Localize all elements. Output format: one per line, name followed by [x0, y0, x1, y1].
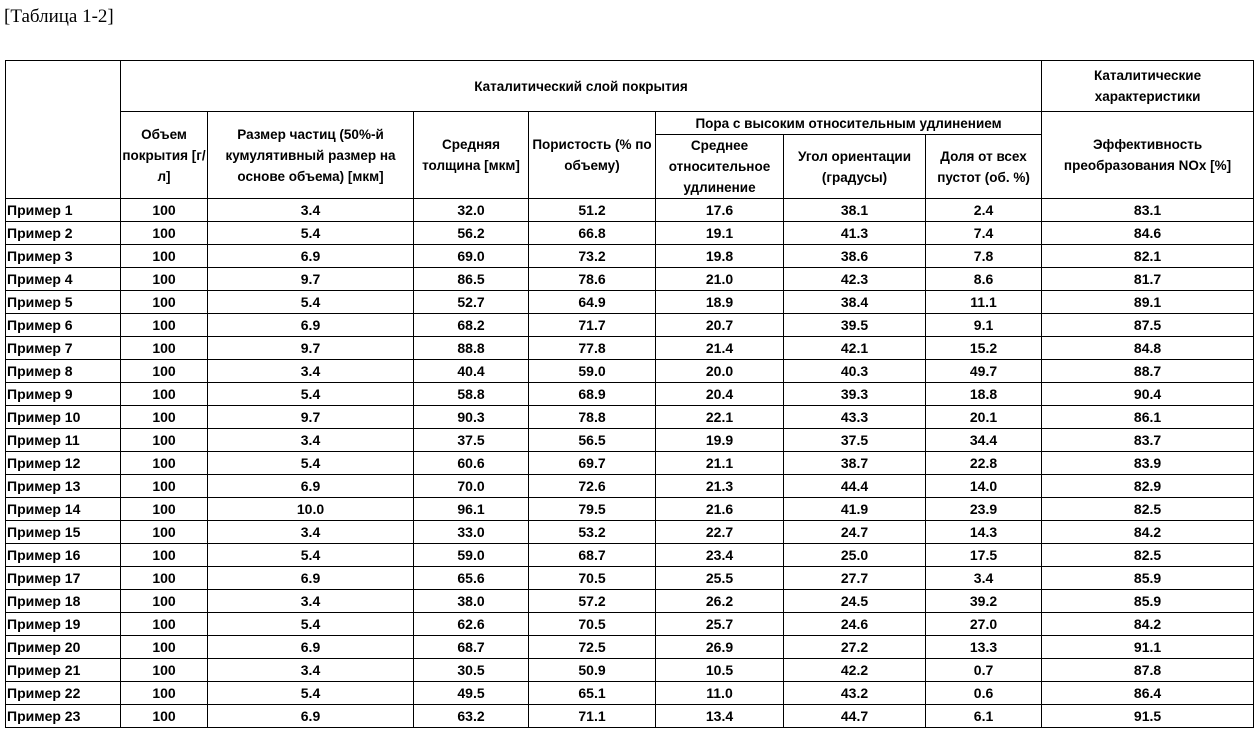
cell-avg-aspect-ratio: 13.4	[656, 705, 784, 728]
cell-particle-size: 10.0	[208, 498, 414, 521]
cell-porosity: 73.2	[529, 245, 656, 268]
header-avg-aspect-ratio: Среднее относительное удлинение	[656, 135, 784, 199]
cell-particle-size: 5.4	[208, 682, 414, 705]
header-void-fraction: Доля от всех пустот (об. %)	[926, 135, 1042, 199]
cell-orientation-angle: 42.1	[784, 337, 926, 360]
cell-coating-volume: 100	[121, 383, 208, 406]
cell-nox-efficiency: 91.1	[1042, 636, 1254, 659]
data-table	[5, 60, 1254, 728]
table-row	[6, 475, 1254, 498]
cell-particle-size: 6.9	[208, 245, 414, 268]
cell-orientation-angle: 38.6	[784, 245, 926, 268]
cell-avg-thickness: 65.6	[414, 567, 529, 590]
table-row	[6, 636, 1254, 659]
cell-nox-efficiency: 84.2	[1042, 613, 1254, 636]
cell-void-fraction: 14.3	[926, 521, 1042, 544]
cell-void-fraction: 0.7	[926, 659, 1042, 682]
cell-avg-aspect-ratio: 22.7	[656, 521, 784, 544]
cell-orientation-angle: 38.7	[784, 452, 926, 475]
table-row	[6, 590, 1254, 613]
cell-nox-efficiency: 84.8	[1042, 337, 1254, 360]
cell-coating-volume: 100	[121, 567, 208, 590]
cell-porosity: 70.5	[529, 567, 656, 590]
cell-void-fraction: 3.4	[926, 567, 1042, 590]
table-row	[6, 659, 1254, 682]
table-row	[6, 498, 1254, 521]
table-row	[6, 705, 1254, 728]
cell-nox-efficiency: 90.4	[1042, 383, 1254, 406]
cell-avg-aspect-ratio: 20.4	[656, 383, 784, 406]
cell-coating-volume: 100	[121, 705, 208, 728]
cell-porosity: 68.9	[529, 383, 656, 406]
cell-orientation-angle: 24.6	[784, 613, 926, 636]
cell-example-label: Пример 4	[6, 268, 121, 291]
cell-nox-efficiency: 84.6	[1042, 222, 1254, 245]
cell-porosity: 78.8	[529, 406, 656, 429]
cell-avg-thickness: 62.6	[414, 613, 529, 636]
cell-example-label: Пример 2	[6, 222, 121, 245]
cell-coating-volume: 100	[121, 475, 208, 498]
cell-avg-thickness: 86.5	[414, 268, 529, 291]
cell-coating-volume: 100	[121, 360, 208, 383]
cell-nox-efficiency: 89.1	[1042, 291, 1254, 314]
cell-orientation-angle: 39.5	[784, 314, 926, 337]
cell-void-fraction: 2.4	[926, 199, 1042, 222]
cell-example-label: Пример 13	[6, 475, 121, 498]
cell-nox-efficiency: 87.8	[1042, 659, 1254, 682]
cell-avg-aspect-ratio: 20.7	[656, 314, 784, 337]
cell-void-fraction: 22.8	[926, 452, 1042, 475]
cell-particle-size: 5.4	[208, 613, 414, 636]
cell-particle-size: 9.7	[208, 406, 414, 429]
cell-porosity: 72.5	[529, 636, 656, 659]
cell-avg-thickness: 32.0	[414, 199, 529, 222]
table-row	[6, 613, 1254, 636]
cell-particle-size: 3.4	[208, 429, 414, 452]
cell-avg-thickness: 49.5	[414, 682, 529, 705]
cell-avg-aspect-ratio: 11.0	[656, 682, 784, 705]
cell-coating-volume: 100	[121, 199, 208, 222]
table-row	[6, 360, 1254, 383]
cell-void-fraction: 15.2	[926, 337, 1042, 360]
cell-example-label: Пример 11	[6, 429, 121, 452]
cell-particle-size: 3.4	[208, 659, 414, 682]
cell-avg-thickness: 68.2	[414, 314, 529, 337]
cell-nox-efficiency: 82.5	[1042, 544, 1254, 567]
cell-coating-volume: 100	[121, 268, 208, 291]
cell-porosity: 57.2	[529, 590, 656, 613]
cell-example-label: Пример 10	[6, 406, 121, 429]
cell-avg-thickness: 33.0	[414, 521, 529, 544]
cell-orientation-angle: 44.7	[784, 705, 926, 728]
cell-avg-thickness: 70.0	[414, 475, 529, 498]
cell-orientation-angle: 37.5	[784, 429, 926, 452]
cell-orientation-angle: 42.3	[784, 268, 926, 291]
cell-example-label: Пример 5	[6, 291, 121, 314]
table-row	[6, 245, 1254, 268]
cell-orientation-angle: 38.4	[784, 291, 926, 314]
table-row	[6, 682, 1254, 705]
cell-void-fraction: 34.4	[926, 429, 1042, 452]
cell-coating-volume: 100	[121, 498, 208, 521]
cell-coating-volume: 100	[121, 659, 208, 682]
cell-avg-thickness: 56.2	[414, 222, 529, 245]
cell-nox-efficiency: 91.5	[1042, 705, 1254, 728]
cell-example-label: Пример 12	[6, 452, 121, 475]
cell-porosity: 59.0	[529, 360, 656, 383]
cell-porosity: 64.9	[529, 291, 656, 314]
cell-avg-thickness: 96.1	[414, 498, 529, 521]
header-particle-size: Размер частиц (50%-й кумулятивный размер на основе объема) [мкм]	[208, 112, 414, 199]
header-group-coating-layer: Каталитический слой покрытия	[121, 61, 1042, 112]
cell-nox-efficiency: 82.5	[1042, 498, 1254, 521]
cell-porosity: 68.7	[529, 544, 656, 567]
cell-porosity: 53.2	[529, 521, 656, 544]
cell-example-label: Пример 15	[6, 521, 121, 544]
cell-void-fraction: 6.1	[926, 705, 1042, 728]
corner-cell	[6, 61, 121, 199]
cell-avg-thickness: 38.0	[414, 590, 529, 613]
cell-avg-thickness: 90.3	[414, 406, 529, 429]
cell-porosity: 71.7	[529, 314, 656, 337]
cell-nox-efficiency: 88.7	[1042, 360, 1254, 383]
cell-avg-aspect-ratio: 25.5	[656, 567, 784, 590]
cell-void-fraction: 27.0	[926, 613, 1042, 636]
cell-particle-size: 3.4	[208, 521, 414, 544]
cell-orientation-angle: 42.2	[784, 659, 926, 682]
cell-coating-volume: 100	[121, 521, 208, 544]
cell-particle-size: 5.4	[208, 383, 414, 406]
cell-nox-efficiency: 87.5	[1042, 314, 1254, 337]
cell-example-label: Пример 18	[6, 590, 121, 613]
cell-avg-aspect-ratio: 26.9	[656, 636, 784, 659]
table-row	[6, 314, 1254, 337]
cell-porosity: 69.7	[529, 452, 656, 475]
header-nox-efficiency: Эффективность преобразования NOx [%]	[1042, 112, 1254, 199]
cell-coating-volume: 100	[121, 429, 208, 452]
table-row	[6, 544, 1254, 567]
cell-particle-size: 6.9	[208, 567, 414, 590]
table-row	[6, 383, 1254, 406]
cell-orientation-angle: 24.7	[784, 521, 926, 544]
cell-avg-aspect-ratio: 20.0	[656, 360, 784, 383]
cell-avg-aspect-ratio: 21.4	[656, 337, 784, 360]
cell-example-label: Пример 16	[6, 544, 121, 567]
header-group-performance: Каталитические характеристики	[1042, 61, 1254, 112]
cell-orientation-angle: 25.0	[784, 544, 926, 567]
cell-particle-size: 6.9	[208, 314, 414, 337]
cell-avg-aspect-ratio: 21.1	[656, 452, 784, 475]
cell-avg-aspect-ratio: 21.0	[656, 268, 784, 291]
cell-porosity: 56.5	[529, 429, 656, 452]
cell-orientation-angle: 24.5	[784, 590, 926, 613]
cell-coating-volume: 100	[121, 337, 208, 360]
cell-avg-aspect-ratio: 17.6	[656, 199, 784, 222]
cell-avg-thickness: 52.7	[414, 291, 529, 314]
cell-orientation-angle: 43.2	[784, 682, 926, 705]
header-pore-group: Пора с высоким относительным удлинением	[656, 112, 1042, 135]
cell-void-fraction: 8.6	[926, 268, 1042, 291]
cell-coating-volume: 100	[121, 291, 208, 314]
cell-coating-volume: 100	[121, 590, 208, 613]
table-row	[6, 452, 1254, 475]
cell-avg-aspect-ratio: 25.7	[656, 613, 784, 636]
cell-avg-thickness: 40.4	[414, 360, 529, 383]
cell-orientation-angle: 27.7	[784, 567, 926, 590]
cell-avg-thickness: 60.6	[414, 452, 529, 475]
cell-avg-thickness: 68.7	[414, 636, 529, 659]
cell-porosity: 65.1	[529, 682, 656, 705]
cell-example-label: Пример 21	[6, 659, 121, 682]
cell-particle-size: 3.4	[208, 360, 414, 383]
table-row	[6, 222, 1254, 245]
cell-porosity: 50.9	[529, 659, 656, 682]
table-row	[6, 337, 1254, 360]
cell-porosity: 66.8	[529, 222, 656, 245]
cell-avg-aspect-ratio: 19.8	[656, 245, 784, 268]
cell-avg-aspect-ratio: 21.6	[656, 498, 784, 521]
cell-coating-volume: 100	[121, 682, 208, 705]
cell-avg-thickness: 88.8	[414, 337, 529, 360]
cell-orientation-angle: 41.9	[784, 498, 926, 521]
cell-avg-aspect-ratio: 21.3	[656, 475, 784, 498]
cell-example-label: Пример 9	[6, 383, 121, 406]
cell-void-fraction: 9.1	[926, 314, 1042, 337]
cell-particle-size: 6.9	[208, 705, 414, 728]
cell-void-fraction: 49.7	[926, 360, 1042, 383]
cell-porosity: 78.6	[529, 268, 656, 291]
table-caption: [Таблица 1-2]	[4, 6, 114, 28]
cell-porosity: 71.1	[529, 705, 656, 728]
cell-porosity: 51.2	[529, 199, 656, 222]
cell-coating-volume: 100	[121, 245, 208, 268]
cell-orientation-angle: 44.4	[784, 475, 926, 498]
cell-orientation-angle: 43.3	[784, 406, 926, 429]
cell-avg-aspect-ratio: 26.2	[656, 590, 784, 613]
cell-void-fraction: 23.9	[926, 498, 1042, 521]
cell-porosity: 70.5	[529, 613, 656, 636]
cell-orientation-angle: 39.3	[784, 383, 926, 406]
cell-nox-efficiency: 82.1	[1042, 245, 1254, 268]
cell-avg-aspect-ratio: 23.4	[656, 544, 784, 567]
header-orientation-angle: Угол ориентации (градусы)	[784, 135, 926, 199]
cell-avg-aspect-ratio: 10.5	[656, 659, 784, 682]
cell-void-fraction: 18.8	[926, 383, 1042, 406]
table-row	[6, 406, 1254, 429]
cell-void-fraction: 13.3	[926, 636, 1042, 659]
cell-nox-efficiency: 83.1	[1042, 199, 1254, 222]
cell-example-label: Пример 3	[6, 245, 121, 268]
cell-nox-efficiency: 85.9	[1042, 590, 1254, 613]
cell-nox-efficiency: 85.9	[1042, 567, 1254, 590]
cell-particle-size: 5.4	[208, 291, 414, 314]
cell-avg-thickness: 37.5	[414, 429, 529, 452]
cell-avg-aspect-ratio: 18.9	[656, 291, 784, 314]
cell-avg-aspect-ratio: 19.1	[656, 222, 784, 245]
table-row	[6, 199, 1254, 222]
table-row	[6, 521, 1254, 544]
cell-particle-size: 3.4	[208, 590, 414, 613]
cell-coating-volume: 100	[121, 613, 208, 636]
cell-example-label: Пример 1	[6, 199, 121, 222]
cell-orientation-angle: 41.3	[784, 222, 926, 245]
cell-orientation-angle: 40.3	[784, 360, 926, 383]
cell-example-label: Пример 17	[6, 567, 121, 590]
cell-particle-size: 9.7	[208, 268, 414, 291]
table-row	[6, 291, 1254, 314]
cell-avg-thickness: 58.8	[414, 383, 529, 406]
cell-void-fraction: 0.6	[926, 682, 1042, 705]
header-porosity: Пористость (% по объему)	[529, 112, 656, 199]
table-row	[6, 429, 1254, 452]
cell-example-label: Пример 14	[6, 498, 121, 521]
cell-particle-size: 3.4	[208, 199, 414, 222]
cell-nox-efficiency: 83.9	[1042, 452, 1254, 475]
cell-avg-thickness: 69.0	[414, 245, 529, 268]
cell-avg-thickness: 63.2	[414, 705, 529, 728]
cell-orientation-angle: 27.2	[784, 636, 926, 659]
cell-porosity: 72.6	[529, 475, 656, 498]
cell-coating-volume: 100	[121, 544, 208, 567]
cell-particle-size: 6.9	[208, 636, 414, 659]
cell-nox-efficiency: 82.9	[1042, 475, 1254, 498]
cell-void-fraction: 14.0	[926, 475, 1042, 498]
cell-porosity: 79.5	[529, 498, 656, 521]
cell-nox-efficiency: 86.4	[1042, 682, 1254, 705]
cell-nox-efficiency: 84.2	[1042, 521, 1254, 544]
cell-particle-size: 5.4	[208, 222, 414, 245]
cell-particle-size: 6.9	[208, 475, 414, 498]
cell-nox-efficiency: 83.7	[1042, 429, 1254, 452]
cell-void-fraction: 11.1	[926, 291, 1042, 314]
cell-coating-volume: 100	[121, 636, 208, 659]
cell-avg-aspect-ratio: 19.9	[656, 429, 784, 452]
cell-example-label: Пример 22	[6, 682, 121, 705]
cell-coating-volume: 100	[121, 452, 208, 475]
cell-nox-efficiency: 86.1	[1042, 406, 1254, 429]
cell-nox-efficiency: 81.7	[1042, 268, 1254, 291]
cell-coating-volume: 100	[121, 406, 208, 429]
cell-void-fraction: 7.8	[926, 245, 1042, 268]
cell-void-fraction: 20.1	[926, 406, 1042, 429]
cell-avg-thickness: 30.5	[414, 659, 529, 682]
header-avg-thickness: Средняя толщина [мкм]	[414, 112, 529, 199]
cell-particle-size: 9.7	[208, 337, 414, 360]
cell-void-fraction: 39.2	[926, 590, 1042, 613]
cell-coating-volume: 100	[121, 222, 208, 245]
cell-example-label: Пример 6	[6, 314, 121, 337]
cell-avg-thickness: 59.0	[414, 544, 529, 567]
cell-example-label: Пример 19	[6, 613, 121, 636]
cell-void-fraction: 17.5	[926, 544, 1042, 567]
cell-particle-size: 5.4	[208, 452, 414, 475]
table-row	[6, 567, 1254, 590]
cell-orientation-angle: 38.1	[784, 199, 926, 222]
cell-example-label: Пример 20	[6, 636, 121, 659]
cell-avg-aspect-ratio: 22.1	[656, 406, 784, 429]
cell-void-fraction: 7.4	[926, 222, 1042, 245]
cell-particle-size: 5.4	[208, 544, 414, 567]
cell-example-label: Пример 23	[6, 705, 121, 728]
cell-example-label: Пример 8	[6, 360, 121, 383]
header-coating-volume: Объем покрытия [г/л]	[121, 112, 208, 199]
cell-porosity: 77.8	[529, 337, 656, 360]
cell-example-label: Пример 7	[6, 337, 121, 360]
cell-coating-volume: 100	[121, 314, 208, 337]
table-row	[6, 268, 1254, 291]
